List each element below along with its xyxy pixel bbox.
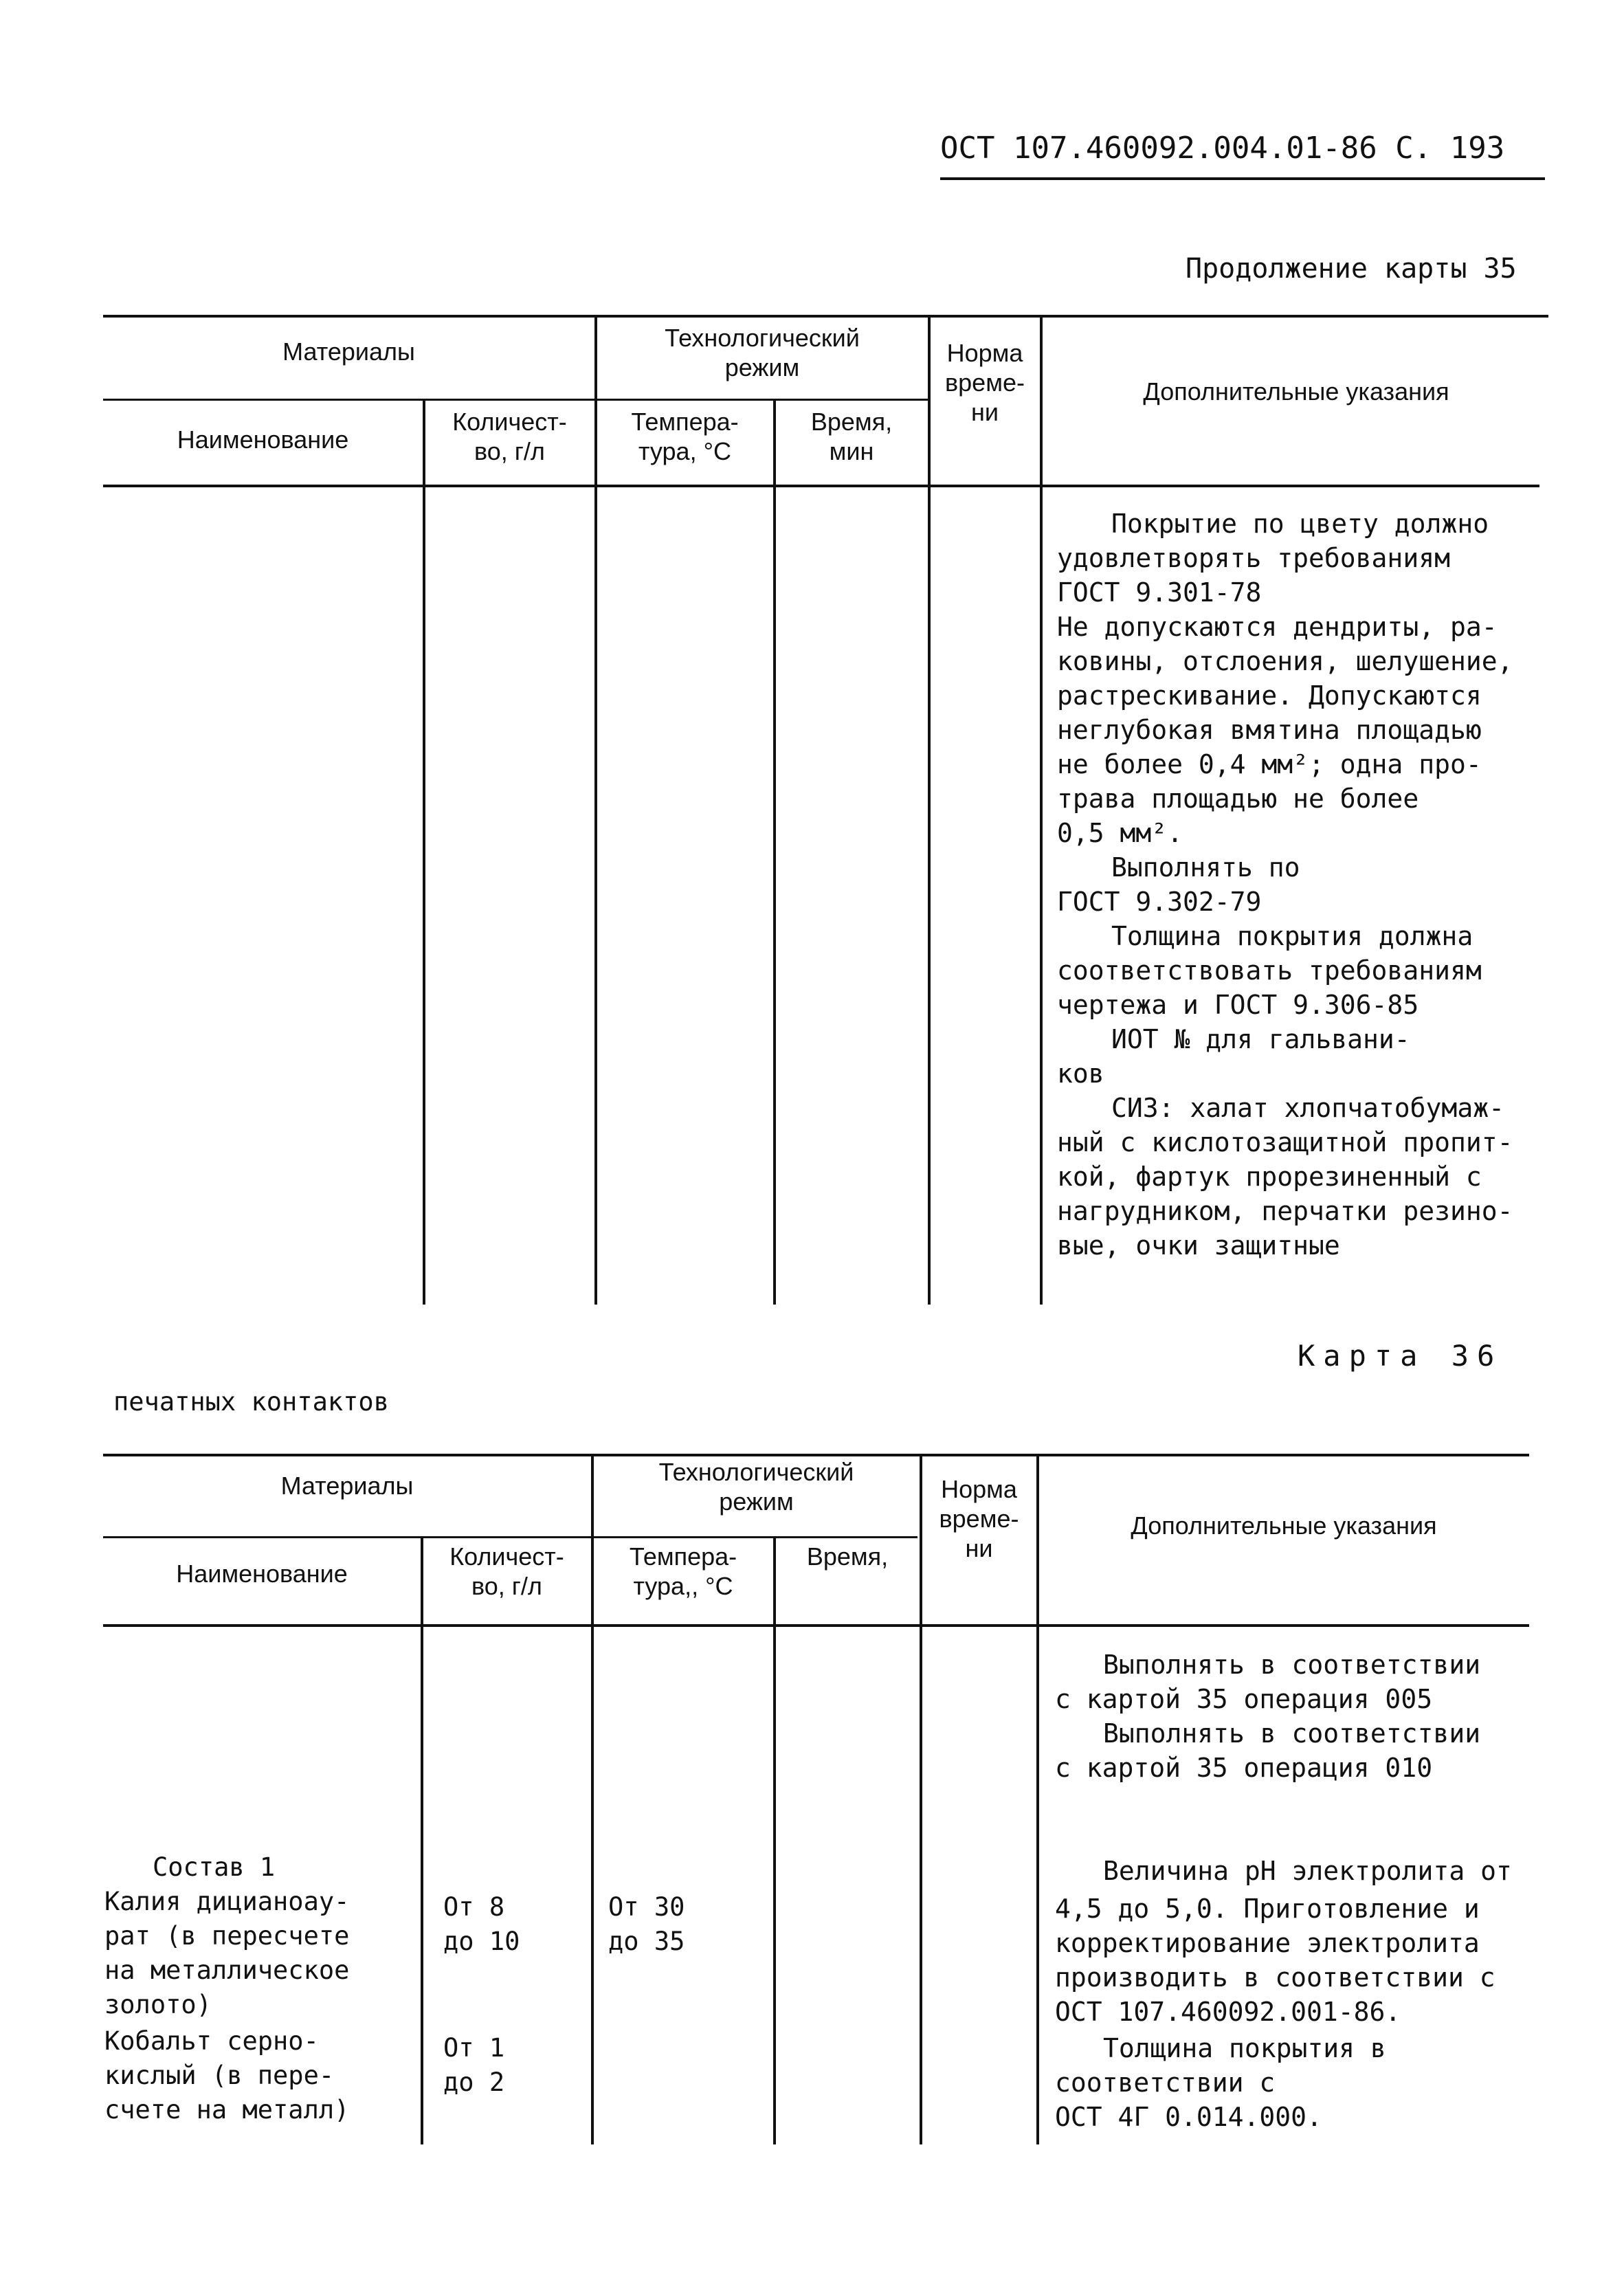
- header-quantity: [423, 1542, 591, 1601]
- header-quantity-line: во, г/л: [474, 437, 545, 466]
- note-line: соответствии с: [1055, 2067, 1276, 2098]
- note-line: Не допускаются дендриты, ра-: [1057, 612, 1498, 642]
- document-reference: ОСТ 107.460092.004.01-86 С. 193: [940, 131, 1505, 166]
- material-qty-line: От 8: [443, 1892, 505, 1922]
- header-temperature-line: тура,, °С: [633, 1572, 733, 1601]
- table1-col-divider: [423, 399, 425, 1305]
- note-line: трава площадью не более: [1057, 784, 1419, 814]
- header-norm-line: време-: [945, 368, 1025, 397]
- note-line: корректирование электролита: [1055, 1928, 1480, 1958]
- table1-header-bottom-rule: [103, 485, 1539, 487]
- header-temperature-line: Темпера-: [629, 1542, 737, 1571]
- table2-header-bottom-rule: [103, 1624, 1529, 1627]
- header-norm: [922, 1474, 1036, 1564]
- card-36-title: Карта 36: [1298, 1339, 1503, 1373]
- note-line: Толщина покрытия должна: [1111, 921, 1473, 951]
- header-time: Время,: [806, 1542, 889, 1571]
- note-line: вые, очки защитные: [1057, 1230, 1340, 1261]
- note-line: Покрытие по цвету должно: [1111, 509, 1489, 539]
- header-notes: Дополнительные указания: [1131, 1511, 1437, 1540]
- note-line: не более 0,4 мм²; одна про-: [1057, 749, 1482, 779]
- table2-top-rule: [103, 1454, 1529, 1456]
- header-notes: Дополнительные указания: [1143, 377, 1449, 406]
- header-temperature-line: тура, °С: [638, 437, 731, 466]
- header-time: [775, 407, 928, 466]
- header-tech-mode-line: режим: [724, 353, 800, 382]
- material-name-line: Калия дицианоау-: [104, 1887, 350, 1916]
- table1-top-rule: [103, 315, 1548, 318]
- table1-col-divider: [1040, 315, 1043, 1305]
- note-line: с картой 35 операция 010: [1055, 1753, 1433, 1783]
- header-name: Наименование: [176, 1560, 348, 1588]
- note-line: Выполнять в соответствии: [1103, 1718, 1481, 1749]
- material-name-line: на металлическое: [104, 1955, 350, 1985]
- note-line: Толщина покрытия в: [1103, 2033, 1386, 2063]
- header-tech-mode: [593, 1457, 920, 1516]
- header-materials: Материалы: [282, 337, 415, 366]
- header-underline: [940, 177, 1545, 180]
- note-line: ОСТ 107.460092.001-86.: [1055, 1997, 1401, 2027]
- table1-mid-rule: [103, 399, 930, 401]
- header-quantity-line: во, г/л: [471, 1572, 542, 1601]
- table2-col-divider: [421, 1536, 423, 2144]
- continuation-label: Продолжение карты 35: [1186, 253, 1517, 285]
- header-norm-line: Норма: [941, 1475, 1017, 1503]
- note-line: 4,5 до 5,0. Приготовление и: [1055, 1894, 1480, 1924]
- header-norm-line: ни: [965, 1534, 993, 1563]
- header-quantity: [425, 407, 594, 466]
- note-line: чертежа и ГОСТ 9.306-85: [1057, 990, 1419, 1020]
- header-name: Наименование: [177, 425, 349, 454]
- header-temperature: [597, 407, 773, 466]
- header-norm-line: време-: [939, 1505, 1019, 1533]
- material-qty-line: до 10: [443, 1927, 520, 1956]
- note-line: ГОСТ 9.301-78: [1057, 577, 1262, 608]
- header-time-line: Время,: [810, 408, 893, 436]
- note-line: ный с кислотозащитной пропит-: [1057, 1127, 1513, 1157]
- material-name-line: счете на металл): [104, 2095, 350, 2125]
- note-line: удовлетворять требованиям: [1057, 543, 1450, 573]
- note-line: соответствовать требованиям: [1057, 955, 1482, 986]
- header-tech-mode-line: режим: [719, 1487, 794, 1516]
- note-line: ОСТ 4Г 0.014.000.: [1055, 2102, 1322, 2132]
- header-temperature: [593, 1542, 773, 1601]
- note-line: ИОТ № для гальвани-: [1111, 1024, 1410, 1054]
- note-line: СИЗ: халат хлопчатобумаж-: [1111, 1093, 1504, 1123]
- header-tech-mode-line: Технологический: [665, 324, 860, 352]
- note-line: производить в соответствии с: [1055, 1962, 1495, 1993]
- note-line: ков: [1057, 1058, 1104, 1089]
- header-quantity-line: Количест-: [452, 408, 567, 436]
- material-temp-line: до 35: [608, 1927, 685, 1956]
- note-line: ГОСТ 9.302-79: [1057, 887, 1262, 917]
- header-tech-mode-line: Технологический: [658, 1458, 854, 1486]
- header-norm-line: ни: [971, 398, 999, 427]
- material-qty-line: до 2: [443, 2067, 505, 2097]
- header-norm-line: Норма: [946, 339, 1023, 367]
- header-tech-mode: [597, 323, 928, 382]
- note-line: неглубокая вмятина площадью: [1057, 715, 1482, 745]
- note-line: кой, фартук прорезиненный с: [1057, 1162, 1482, 1192]
- composition-label: Состав 1: [153, 1852, 276, 1882]
- table2-col-divider: [773, 1536, 776, 2144]
- table1-col-divider: [928, 315, 931, 1305]
- header-quantity-line: Количест-: [449, 1542, 564, 1571]
- card-36-subtitle: печатных контактов: [113, 1387, 389, 1417]
- material-qty-line: От 1: [443, 2033, 505, 2063]
- material-name-line: кислый (в пере-: [104, 2061, 335, 2090]
- note-line: с картой 35 операция 005: [1055, 1684, 1433, 1714]
- note-line: растрескивание. Допускаются: [1057, 680, 1482, 711]
- material-name-line: рат (в пересчете: [104, 1921, 350, 1951]
- material-name-line: золото): [104, 1990, 212, 2019]
- material-name-line: Кобальт серно-: [104, 2026, 319, 2056]
- header-materials: Материалы: [280, 1472, 414, 1500]
- header-norm: [930, 338, 1040, 428]
- note-line: ковины, отслоения, шелушение,: [1057, 646, 1513, 676]
- header-time-line: мин: [829, 437, 874, 466]
- note-line: Выполнять по: [1111, 852, 1300, 883]
- table2-col-divider: [1036, 1454, 1039, 2144]
- material-temp-line: От 30: [608, 1892, 685, 1922]
- note-line: нагрудником, перчатки резино-: [1057, 1196, 1513, 1226]
- note-line: Величина рН электролита от: [1103, 1856, 1512, 1886]
- note-line: 0,5 мм².: [1057, 818, 1183, 848]
- table2-mid-rule: [103, 1536, 917, 1538]
- table1-col-divider: [773, 399, 776, 1305]
- note-line: Выполнять в соответствии: [1103, 1650, 1481, 1680]
- header-temperature-line: Темпера-: [631, 408, 739, 436]
